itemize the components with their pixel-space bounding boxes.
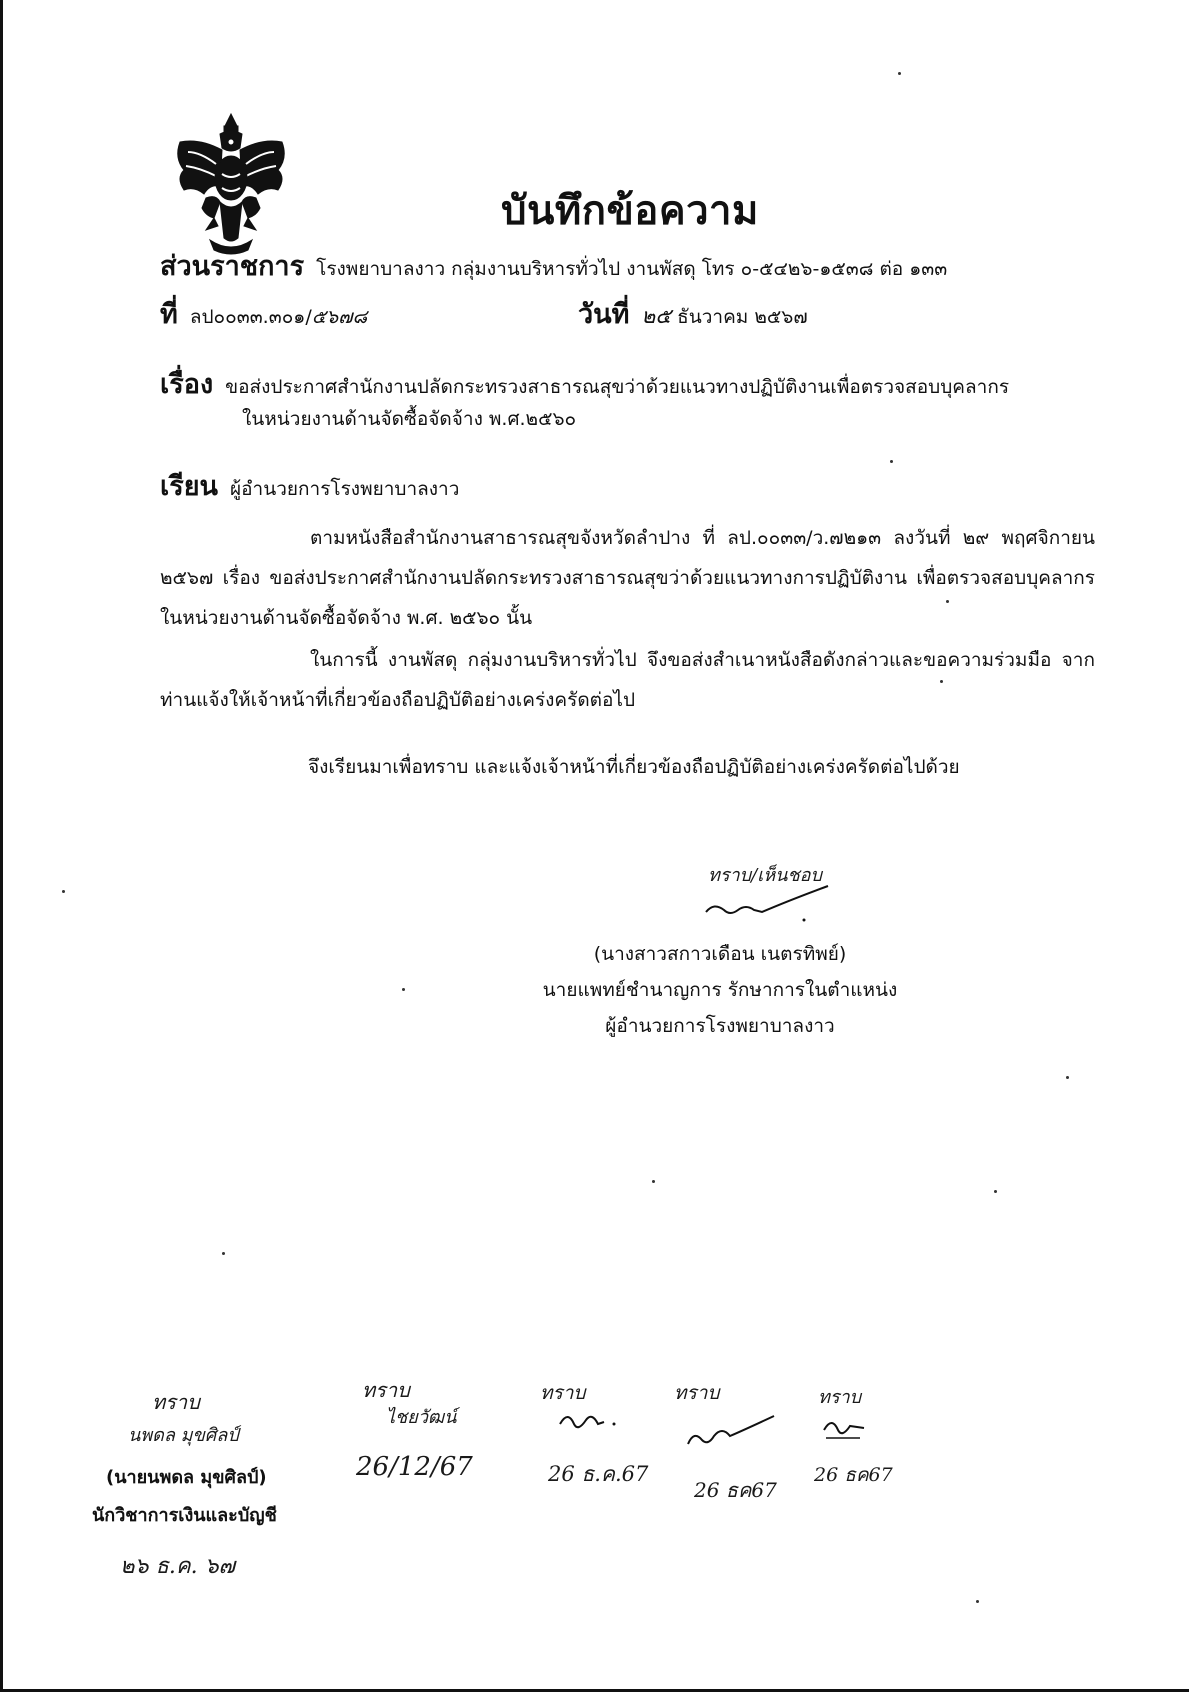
- date-rest: ธันวาคม ๒๕๖๗: [677, 306, 808, 328]
- subject-label: เรื่อง: [160, 369, 214, 400]
- memo-title: บันทึกข้อความ: [501, 188, 759, 234]
- scan-speck: [890, 460, 893, 463]
- reference-prefix: ลป๐๐๓๓.๓๐๑/: [189, 306, 312, 328]
- endorsement-3-signature-icon: [556, 1404, 626, 1434]
- endorsement-4-date: 26 ธค67: [694, 1478, 777, 1502]
- scan-speck: [976, 1600, 979, 1603]
- endorsement-1-name-print: (นายนพดล มุขศิลป์): [106, 1467, 267, 1488]
- endorsement-3-note: ทราบ: [540, 1382, 586, 1404]
- date-row: [578, 292, 808, 335]
- department-label: ส่วนราชการ: [160, 251, 305, 282]
- subject-row: [160, 362, 1009, 405]
- scan-speck: [402, 988, 405, 991]
- scan-speck: [222, 1252, 225, 1255]
- reference-row: [160, 292, 367, 335]
- director-signature-icon: [700, 876, 840, 928]
- endorsement-5-note: ทราบ: [818, 1387, 862, 1408]
- endorsement-1-note: ทราบ: [152, 1390, 200, 1414]
- signatory-position-1: นายแพทย์ชำนาญการ รักษาการในตำแหน่ง: [542, 979, 898, 1001]
- scan-speck: [652, 1180, 655, 1183]
- signatory-position-2: ผู้อำนวยการโรงพยาบาลงาว: [605, 1015, 835, 1037]
- scan-speck: [940, 680, 943, 683]
- endorsement-4-note: ทราบ: [674, 1382, 720, 1404]
- reference-handwritten: ๕๖๗๘: [311, 306, 368, 328]
- date-label: วันที่: [578, 299, 630, 330]
- scan-speck: [994, 1190, 997, 1193]
- endorsement-2-signature: ไชยวัฒน์: [386, 1407, 457, 1428]
- garuda-emblem-icon: [170, 108, 292, 260]
- scan-speck: [898, 72, 901, 75]
- closing-line: จึงเรียนมาเพื่อทราบ และแจ้งเจ้าหน้าที่เกี่ยวข้องถือปฏิบัติอย่างเคร่งครัดต่อไปด้วย: [308, 756, 960, 778]
- to-row: [160, 464, 459, 507]
- approval-handwritten-note: ทราบ/เห็นชอบ: [708, 865, 822, 886]
- body-paragraph-2: [160, 640, 1095, 720]
- scan-edge-left: [0, 0, 3, 1692]
- subject-line-2: ในหน่วยงานด้านจัดซื้อจัดจ้าง พ.ศ.๒๕๖๐: [242, 408, 577, 430]
- endorsement-3-date: 26 ธ.ค.67: [548, 1462, 649, 1486]
- reference-label: ที่: [160, 299, 178, 330]
- signatory-name: (นางสาวสกาวเดือน เนตรทิพย์): [593, 943, 847, 965]
- date-day-handwritten: ๒๕: [641, 304, 672, 328]
- endorsement-4-signature-icon: [684, 1412, 780, 1452]
- to-label: เรียน: [160, 471, 219, 502]
- department-row: [160, 244, 947, 287]
- scan-speck: [62, 890, 65, 893]
- paragraph-2-text: ในการนี้ งานพัสดุ กลุ่มงานบริหารทั่วไป จึงขอส่งสำเนาหนังสือดังกล่าวและขอความร่วมมือ จากท่านแจ้งให้เจ้าหน้าที่เกี่ยวข้องถือปฏิบัติอย่างเคร่งครัดต่อไป: [160, 649, 1095, 711]
- endorsement-1-signature: นพดล มุขศิลป์: [128, 1425, 239, 1446]
- endorsement-1-date: ๒๖ ธ.ค. ๖๗: [120, 1554, 236, 1579]
- paragraph-1-text: ตามหนังสือสำนักงานสาธารณสุขจังหวัดลำปาง ที่ ลป.๐๐๓๓/ว.๗๒๑๓ ลงวันที่ ๒๙ พฤศจิกายน ๒๕๖๗ เรื่อง ขอส่งประกาศสำนักงานปลัดกระทรวงสาธารณสุขว่าด้วยแนวทางการปฏิบัติงาน เพื่อตรวจสอบบุคลากรในหน่วยงานด้านจัดซื้อจัดจ้าง พ.ศ. ๒๕๖๐ นั้น: [160, 527, 1095, 629]
- endorsement-5-date: 26 ธค67: [814, 1464, 893, 1486]
- department-value: โรงพยาบาลงาว กลุ่มงานบริหารทั่วไป งานพัสดุ โทร ๐-๕๔๒๖-๑๕๓๘ ต่อ ๑๓๓: [316, 258, 948, 280]
- endorsement-2-date: 26/12/67: [356, 1452, 473, 1482]
- endorsement-5-signature-icon: [820, 1412, 870, 1442]
- signature-block: [480, 936, 960, 1044]
- endorsement-1-position-print: นักวิชาการเงินและบัญชี: [92, 1505, 277, 1526]
- to-value: ผู้อำนวยการโรงพยาบาลงาว: [230, 478, 460, 500]
- scan-speck: [946, 600, 949, 603]
- scan-speck: [1066, 1076, 1069, 1079]
- endorsement-2-note: ทราบ: [362, 1378, 410, 1402]
- body-paragraph-1: [160, 518, 1095, 638]
- subject-line-1: ขอส่งประกาศสำนักงานปลัดกระทรวงสาธารณสุขว่าด้วยแนวทางปฏิบัติงานเพื่อตรวจสอบบุคลากร: [225, 376, 1010, 398]
